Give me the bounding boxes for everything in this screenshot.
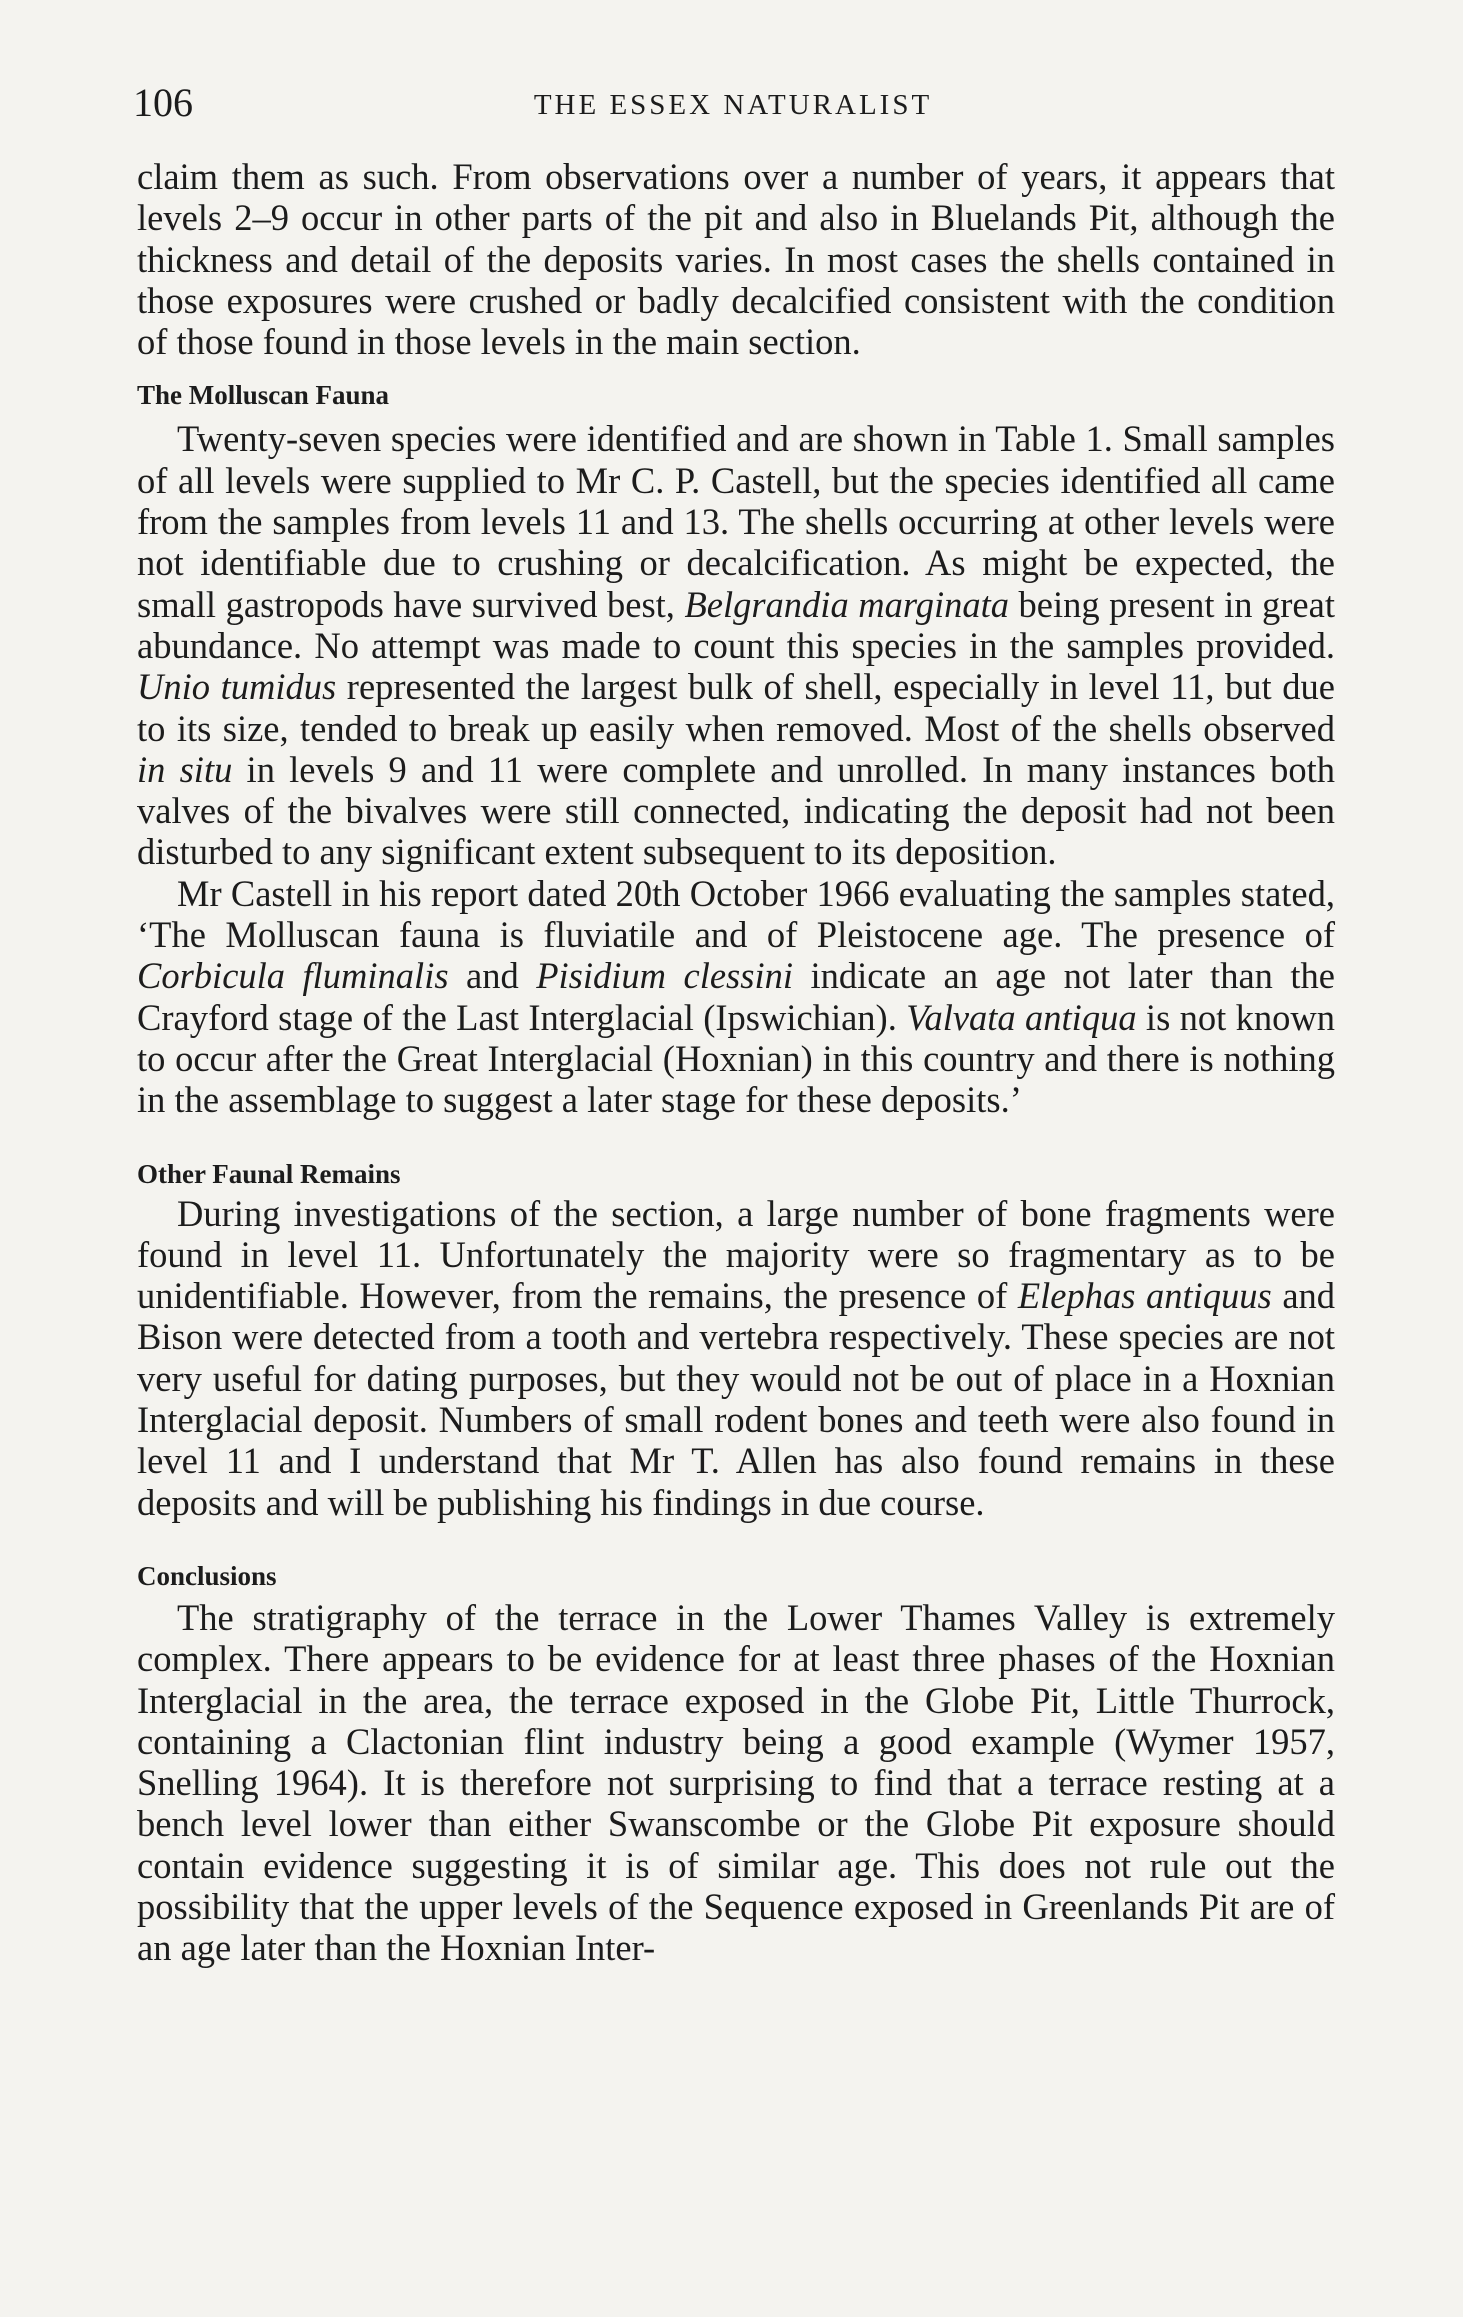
molluscan-paragraph-1 — [137, 418, 1335, 872]
text-segment: represented the largest bulk of shell, especially in level 11, but due to its size, tended to break up easily when removed. Most of the shells observed — [137, 666, 1335, 749]
faunal-paragraph-1 — [137, 1193, 1335, 1523]
species-name: Belgrandia marginata — [684, 583, 1009, 625]
conclusions-paragraph-1: The stratigraphy of the terrace in the Lower Thames Valley is extremely complex. There appears to be evidence for at least three phases of the Hoxnian Interglacial in the area, the terrace exposed in the Globe Pit, Little Thurrock, containing a Clactonian flint industry being a good example (Wymer 1957, Snelling 1964). It is therefore not surprising to find that a terrace resting at a bench level lower than either Swanscombe or the Globe Pit exposure should contain evidence suggesting it is of similar age. This does not rule out the possibility that the upper levels of the Sequence exposed in Greenlands Pit are of an age later than the Hoxnian Inter- — [137, 1596, 1335, 1969]
text-segment: During investigations of the section, a large number of bone fragments were found in level 11. Unfortunately the majority were so fragmentary as to be unidentifiable. However, from the remains, the presence of — [137, 1192, 1335, 1317]
text-segment: and — [448, 955, 537, 997]
species-name: Pisidium clessini — [536, 955, 793, 997]
running-head — [133, 78, 1333, 128]
text-segment: indicate an age not later than the Crayford stage of the Last Interglacial (Ipswichian). — [137, 955, 1335, 1038]
text-segment: Mr Castell in his report dated 20th October 1966 evaluating the samples stated, ‘The Molluscan fauna is fluviatile and of Pleistocene age. The presence of — [137, 872, 1335, 956]
section-heading-molluscan-fauna: The Molluscan Fauna — [137, 380, 390, 411]
species-name: Elephas antiquus — [1017, 1275, 1272, 1317]
molluscan-paragraph-2 — [137, 873, 1335, 1121]
intro-paragraph: claim them as such. From observations over a number of years, it appears that levels 2–9 occur in other parts of the pit and also in Bluelands Pit, although the thickness and detail of the deposits varies. In most cases the shells contained in those exposures were crushed or badly decalcified consistent with the condition of those found in those levels in the main section. — [137, 156, 1335, 363]
journal-title: THE ESSEX NATURALIST — [533, 89, 933, 121]
species-name: Valvata antiqua — [906, 996, 1137, 1038]
text-segment: being present in great abundance. No attempt was made to count this species in the samples provided. — [137, 583, 1335, 666]
latin-phrase: in situ — [137, 748, 233, 790]
text-segment: and Bison were detected from a tooth and vertebra respectively. These species are not very useful for dating purposes, but they would not be out of place in a Hoxnian Interglacial deposit. Numbers of small rodent bones and teeth were also found in level 11 and I understand that Mr T. Allen has also found remains in these deposits and will be publishing his findings in due course. — [137, 1275, 1336, 1523]
species-name: Corbicula fluminalis — [137, 955, 449, 997]
text-segment: is not known to occur after the Great Interglacial (Hoxnian) in this country and there is nothing in the assemblage to suggest a later stage for these deposits.’ — [137, 996, 1335, 1121]
section-heading-conclusions: Conclusions — [137, 1560, 277, 1591]
article-body — [137, 156, 1335, 1969]
species-name: Unio tumidus — [137, 666, 337, 708]
page-number: 106 — [133, 80, 193, 125]
text-segment: in levels 9 and 11 were complete and unrolled. In many instances both valves of the bivalves were still connected, indicating the deposit had not been disturbed to any significant extent subsequent to its deposition. — [137, 748, 1335, 873]
text-segment: Twenty-seven species were identified and are shown in Table 1. Small samples of all levels were supplied to Mr C. P. Castell, but the species identified all came from the samples from levels 11 and 13. The shells occurring at other levels were not identifiable due to crushing or decalcification. As might be expected, the small gastropods have survived best, — [137, 418, 1335, 625]
section-heading-other-faunal-remains: Other Faunal Remains — [137, 1158, 401, 1189]
